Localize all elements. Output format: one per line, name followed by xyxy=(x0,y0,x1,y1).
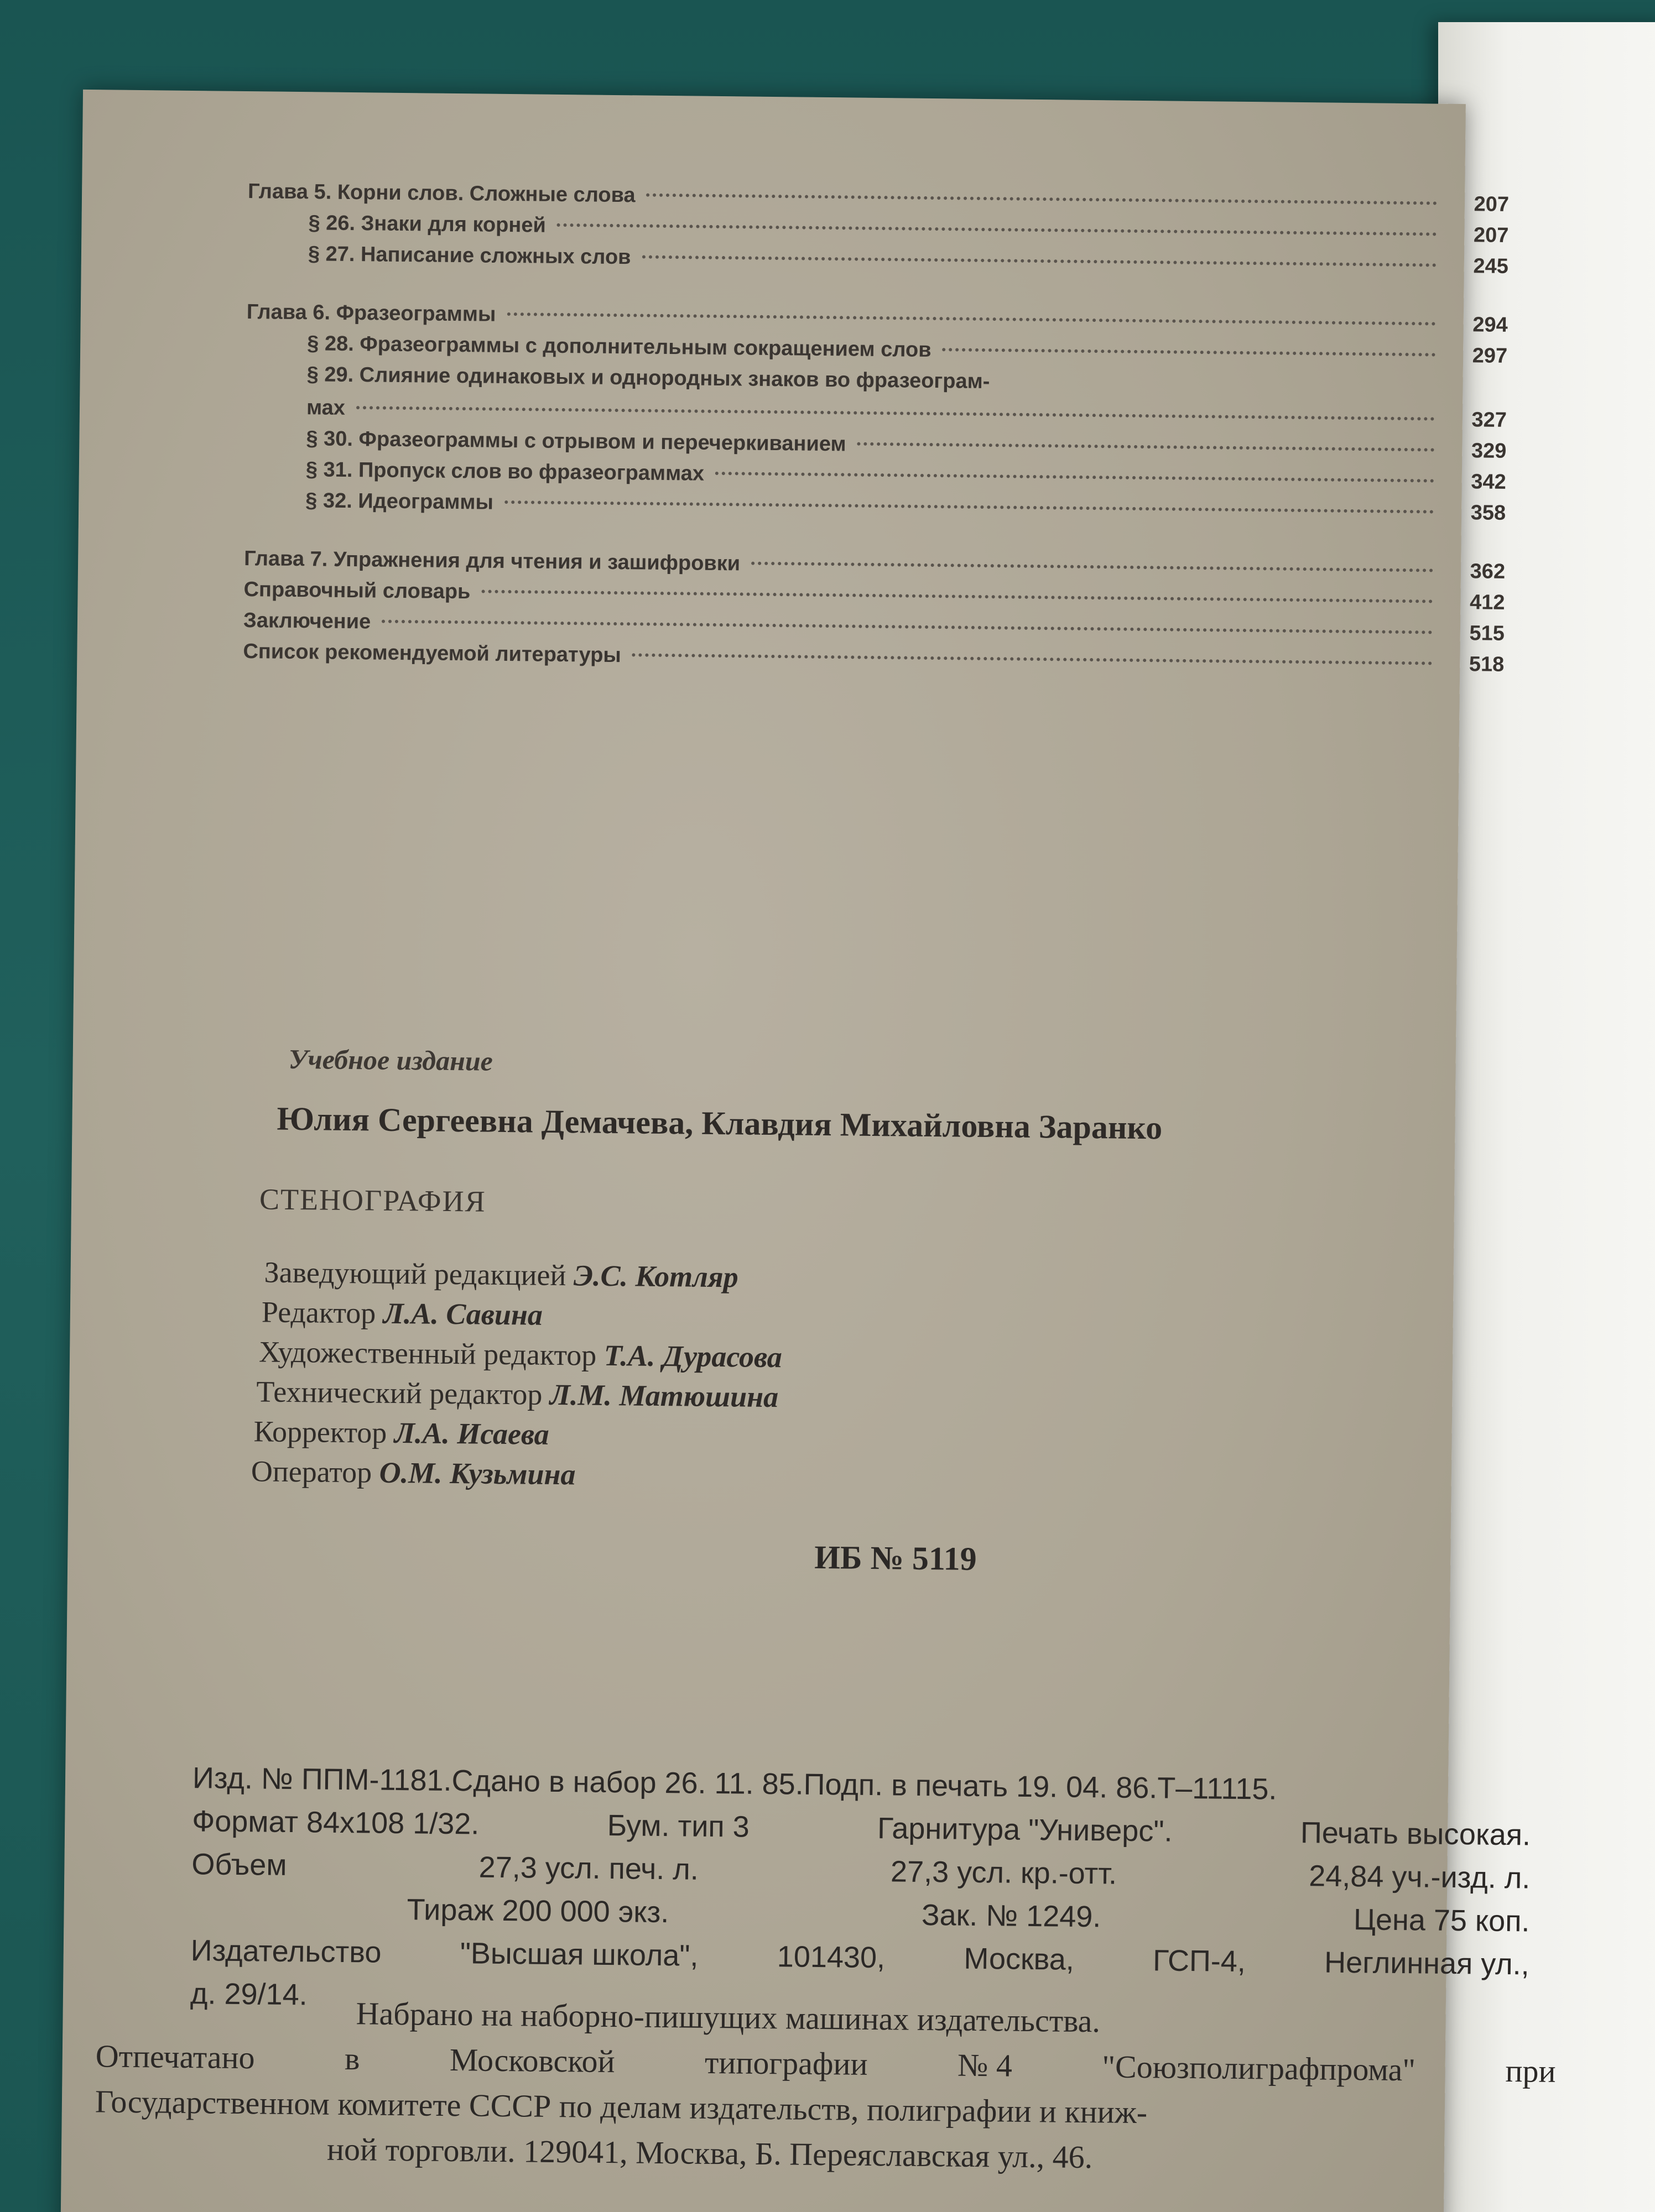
pub-text: Бум. тип 3 xyxy=(607,1809,750,1844)
leader-dots xyxy=(504,500,1434,514)
toc-entry-label: § 26. Знаки для корней xyxy=(308,211,547,237)
book-title: СТЕНОГРАФИЯ xyxy=(259,1182,486,1218)
pub-text: 27,3 усл. печ. л. xyxy=(478,1850,699,1886)
edition-type: Учебное издание xyxy=(288,1043,493,1077)
printed-text: Московской xyxy=(449,2042,615,2080)
printed-text: при xyxy=(1505,2053,1556,2089)
leader-dots xyxy=(642,255,1437,267)
toc-page-number: 297 xyxy=(1472,344,1508,368)
toc-entry-label: Глава 7. Упражнения для чтения и зашифровки xyxy=(243,547,741,576)
pub-text: Тираж 200 000 экз. xyxy=(407,1893,669,1929)
pub-text: Издательство xyxy=(190,1934,382,1969)
leader-dots xyxy=(632,653,1432,665)
pub-text: 101430, xyxy=(777,1940,886,1975)
printed-text: № 4 xyxy=(957,2047,1013,2084)
toc-page-number: 245 xyxy=(1473,254,1509,278)
toc-page-number: 342 xyxy=(1471,470,1506,494)
toc-entry-label: § 30. Фразеограммы с отрывом и перечеркиванием xyxy=(306,427,846,456)
publication-details xyxy=(190,1761,1532,2033)
toc-page-number: 515 xyxy=(1469,622,1505,645)
toc-entry-label: Глава 5. Корни слов. Сложные слова xyxy=(247,180,636,207)
pub-text: "Высшая школа", xyxy=(460,1937,699,1973)
leader-dots xyxy=(481,590,1433,603)
pub-text: Москва, xyxy=(964,1942,1075,1976)
leader-dots xyxy=(507,312,1435,326)
printed-line-1: Набрано на наборно-пишущих машинах издательства. xyxy=(356,1995,1101,2039)
toc-page-number: 207 xyxy=(1473,223,1509,247)
pub-text: Изд. № ППМ-1181.Сдано в набор 26. 11. 85.Подп. в печать 19. 04. 86.Т–11115. xyxy=(192,1761,1277,1806)
staff-role: Корректор xyxy=(253,1415,387,1449)
staff-name: Э.С. Котляр xyxy=(573,1259,738,1294)
leader-dots xyxy=(943,348,1436,356)
printed-text: в xyxy=(344,2041,360,2077)
printed-text: "Союзполиграфпрома" xyxy=(1102,2048,1416,2088)
leader-dots xyxy=(857,442,1435,452)
toc-page-number: 358 xyxy=(1470,501,1506,525)
pub-text: Гарнитура "Универс". xyxy=(877,1812,1173,1848)
printed-text: Отпечатано xyxy=(95,2038,255,2076)
pub-text: Зак. № 1249. xyxy=(921,1898,1101,1934)
staff-name: Т.А. Дурасова xyxy=(603,1338,783,1374)
toc-page-number: 207 xyxy=(1474,192,1510,216)
authors: Юлия Сергеевна Демачева, Клавдия Михайловна Заранко xyxy=(277,1100,1163,1146)
pub-text: Печать высокая. xyxy=(1300,1816,1531,1852)
printed-text: типографии xyxy=(704,2044,868,2082)
leader-dots xyxy=(647,194,1438,205)
staff-name: Л.А. Исаева xyxy=(394,1416,550,1451)
staff-list xyxy=(251,1255,1470,1506)
leader-dots xyxy=(557,223,1437,236)
toc-page-number: 294 xyxy=(1472,313,1508,337)
pub-text: Цена 75 коп. xyxy=(1353,1903,1530,1938)
book-page xyxy=(60,90,1556,2212)
toc-entry-label: § 32. Идеограммы xyxy=(305,489,494,514)
staff-role: Технический редактор xyxy=(256,1375,543,1411)
staff-name: Л.М. Матюшина xyxy=(549,1378,779,1414)
staff-role: Художественный редактор xyxy=(258,1335,597,1372)
toc-entry-label: § 28. Фразеограммы с дополнительным сокращением слов xyxy=(307,332,931,362)
pub-text: ГСП-4, xyxy=(1152,1944,1246,1979)
pub-text: 27,3 усл. кр.-отт. xyxy=(890,1855,1117,1891)
imprint-block xyxy=(250,1042,1472,1583)
pub-text: 24,84 уч.-изд. л. xyxy=(1308,1859,1531,1895)
leader-dots xyxy=(715,472,1434,483)
toc-entry-label: Список рекомендуемой литературы xyxy=(243,639,622,667)
toc-entry-label: мах xyxy=(306,396,346,420)
toc-page-number: 412 xyxy=(1469,591,1505,614)
staff-name: О.М. Кузьмина xyxy=(379,1455,576,1491)
staff-role: Заведующий редакцией xyxy=(264,1255,566,1292)
toc-entry-label: § 27. Написание сложных слов xyxy=(308,242,631,269)
pub-text: Объем xyxy=(191,1848,287,1882)
toc-entry-label: Глава 6. Фразеограммы xyxy=(246,300,496,326)
toc-page-number: 518 xyxy=(1469,653,1505,676)
printed-line-4: ной торговли. 129041, Москва, Б. Переяславская ул., 46. xyxy=(326,2131,1093,2176)
ib-number: ИБ № 5119 xyxy=(814,1538,977,1577)
toc-page-number: 329 xyxy=(1471,439,1507,463)
toc-entry-label: Заключение xyxy=(243,609,371,634)
leader-dots xyxy=(751,562,1433,572)
pub-text: д. 29/14. xyxy=(190,1977,308,2012)
table-of-contents xyxy=(243,180,1509,684)
leader-dots xyxy=(382,620,1433,634)
staff-name: Л.А. Савина xyxy=(383,1296,543,1332)
toc-section-29-line1: § 29. Слияние одинаковых и однородных знаков во фразеограм- xyxy=(306,363,990,394)
printed-line-3: Государственном комитете СССР по делам издательств, полиграфии и книж- xyxy=(95,2083,1148,2131)
pub-text: Неглинная ул., xyxy=(1324,1945,1529,1981)
staff-role: Оператор xyxy=(251,1454,372,1489)
toc-entry-label: Справочный словарь xyxy=(243,578,471,604)
printing-details xyxy=(95,1992,1557,2189)
toc-entry-label: § 31. Пропуск слов во фразеограммах xyxy=(305,458,705,486)
staff-role: Редактор xyxy=(261,1295,376,1330)
pub-text: Формат 84х108 1/32. xyxy=(191,1804,480,1841)
leader-dots xyxy=(356,406,1435,420)
toc-page-number: 327 xyxy=(1471,408,1507,432)
toc-page-number: 362 xyxy=(1470,560,1506,583)
